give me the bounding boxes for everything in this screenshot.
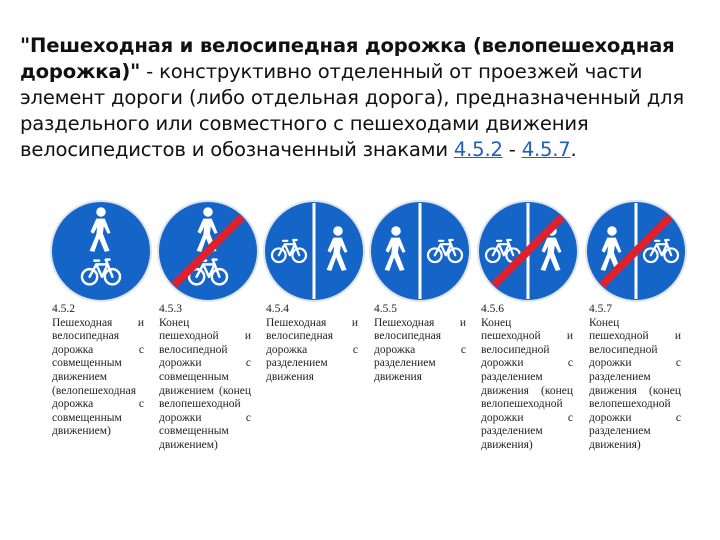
link-sign-to[interactable]: 4.5.7 bbox=[521, 138, 571, 161]
sign-caption-4-5-7 bbox=[589, 303, 681, 453]
sign-graphic bbox=[262, 199, 366, 303]
sign-title: Конец пешеходной и велосипедной дорожки с разделением движения (конец велопешеходной дорожки с разделением движения) bbox=[589, 316, 681, 451]
sign-title: Конец пешеходной и велосипедной дорожки с разделением движения (конец велопешеходной дорожки с разделением движения) bbox=[481, 316, 573, 451]
sign-code: 4.5.6 bbox=[481, 303, 504, 315]
sign-graphic bbox=[156, 199, 260, 303]
sign-4-5-5 bbox=[368, 199, 472, 303]
sign-code: 4.5.4 bbox=[266, 303, 289, 315]
sign-graphic bbox=[368, 199, 472, 303]
sign-code: 4.5.3 bbox=[159, 303, 182, 315]
sign-caption-4-5-4 bbox=[266, 303, 358, 385]
intro-paragraph bbox=[20, 33, 704, 163]
sign-4-5-4 bbox=[262, 199, 366, 303]
sign-code: 4.5.7 bbox=[589, 303, 612, 315]
sign-4-5-7 bbox=[584, 199, 688, 303]
intro-body: - конструктивно отделенный от проезжей части элемент дороги (либо отдельная дорога), предназначенный для раздельного или совместного с пешеходами движения велосипедистов и обозначенный знаками bbox=[20, 60, 684, 161]
sign-graphic bbox=[476, 199, 580, 303]
sign-caption-4-5-3 bbox=[159, 303, 251, 453]
link-sign-from[interactable]: 4.5.2 bbox=[453, 138, 503, 161]
sign-4-5-2 bbox=[49, 199, 153, 303]
sign-graphic bbox=[49, 199, 153, 303]
sign-caption-4-5-6 bbox=[481, 303, 573, 453]
sign-title: Пешеходная и велосипедная дорожка с совмещенным движением (велопешеходная дорожка с совмещенным движением) bbox=[52, 316, 144, 438]
sign-title: Пешеходная и велосипедная дорожка с разделением движения bbox=[374, 316, 466, 383]
sign-caption-4-5-2 bbox=[52, 303, 144, 439]
sign-code: 4.5.2 bbox=[52, 303, 75, 315]
sign-4-5-6 bbox=[476, 199, 580, 303]
sign-title: Пешеходная и велосипедная дорожка с разделением движения bbox=[266, 316, 358, 383]
intro-term: "Пешеходная и велосипедная дорожка (велопешеходная дорожка)" bbox=[20, 34, 675, 83]
sign-caption-4-5-5 bbox=[374, 303, 466, 385]
sign-graphic bbox=[584, 199, 688, 303]
sign-title: Конец пешеходной и велосипедной дорожки с совмещенным движением (конец велопешеходной дорожки с совмещенным движением) bbox=[159, 316, 251, 451]
sign-4-5-3 bbox=[156, 199, 260, 303]
sign-code: 4.5.5 bbox=[374, 303, 397, 315]
intro-end: . bbox=[570, 138, 577, 161]
intro-separator: - bbox=[502, 138, 522, 161]
